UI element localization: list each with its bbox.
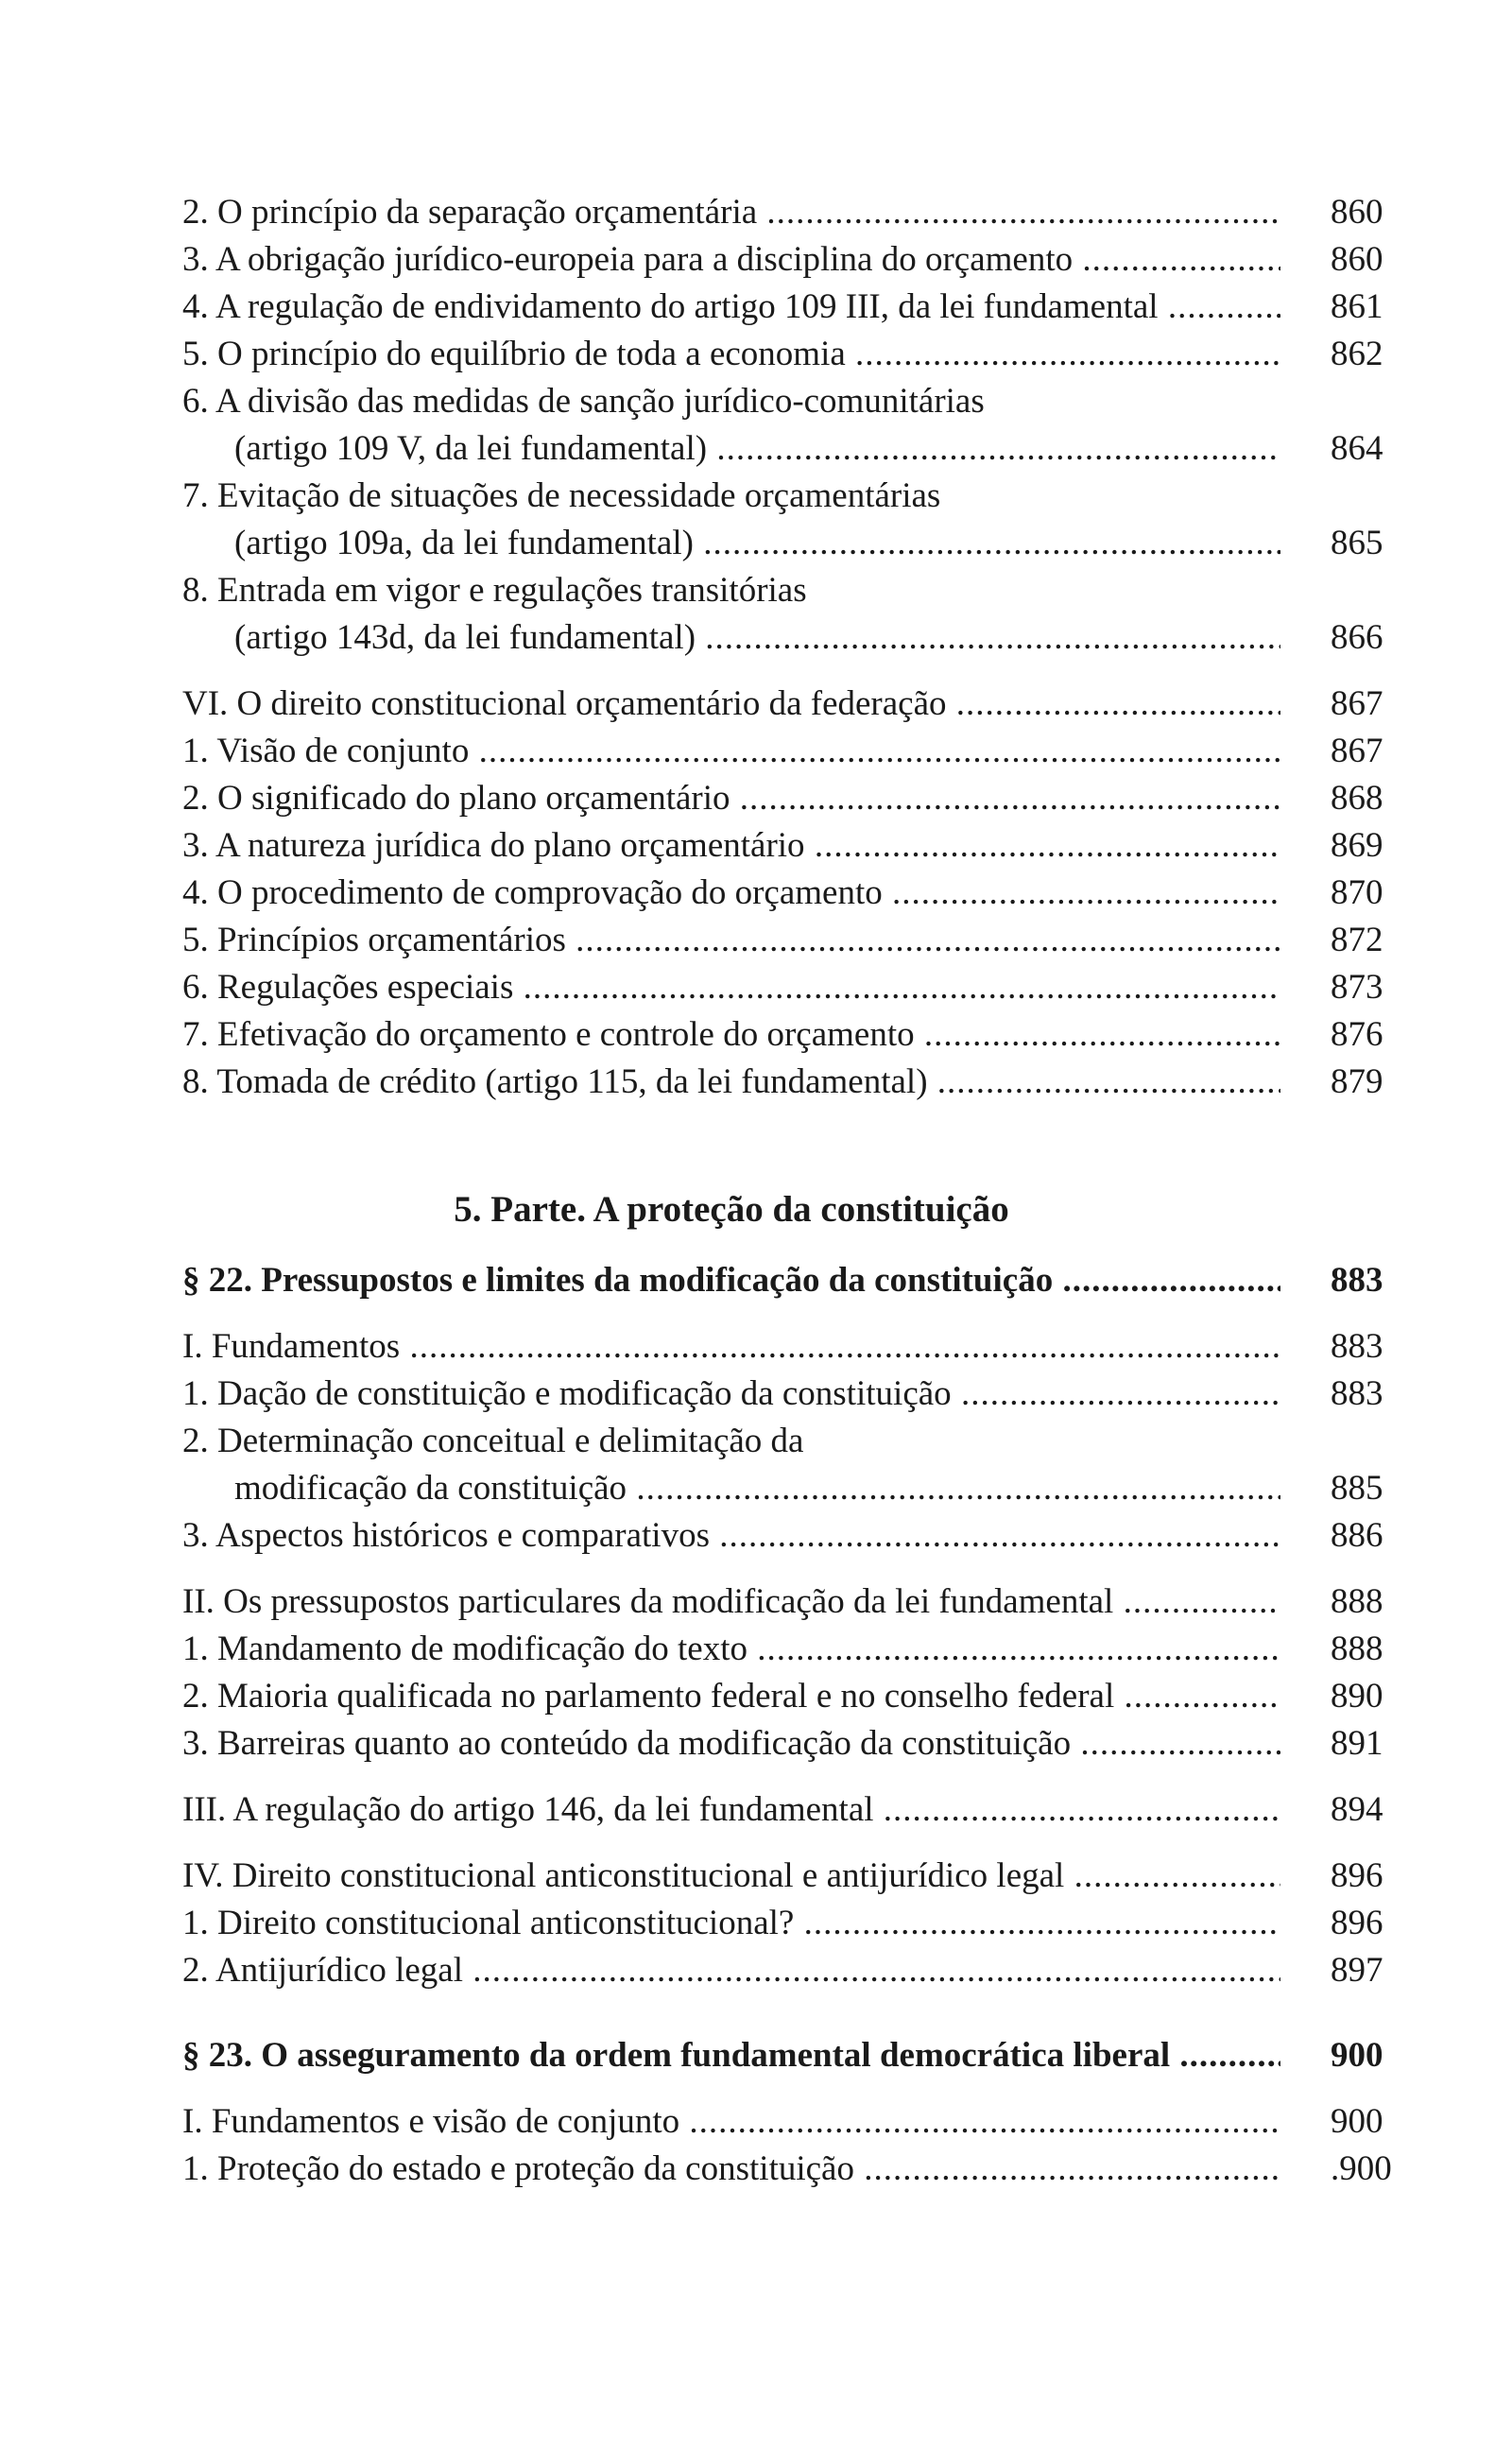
toc-entry-title: IV. Direito constitucional anticonstitucional e antijurídico legal .....	[182, 1853, 1280, 1900]
toc-section-heading	[182, 2032, 1411, 2079]
toc-entry-title: I. Fundamentos e visão de conjunto .....	[182, 2098, 1280, 2146]
toc-entry-title: 1. Visão de conjunto .....	[182, 728, 1280, 775]
toc-entry-title: 5. O princípio do equilíbrio de toda a economia .....	[182, 331, 1280, 378]
toc-entry	[182, 2146, 1411, 2193]
toc-page-number: 872	[1331, 921, 1383, 959]
toc-entry-title: § 22. Pressupostos e limites da modificação da constituição .....	[182, 1257, 1280, 1304]
toc-entry	[182, 236, 1411, 284]
toc-entry	[182, 520, 1411, 567]
table-of-contents	[182, 189, 1411, 2193]
toc-entry-title: VI. O direito constitucional orçamentário da federação .....	[182, 681, 1280, 728]
toc-entry	[182, 1323, 1411, 1371]
toc-entry	[182, 1947, 1411, 1994]
toc-page-number: 865	[1331, 524, 1383, 562]
toc-entry-title: 2. Determinação conceitual e delimitação da	[182, 1422, 804, 1460]
toc-entry	[182, 1059, 1411, 1106]
toc-entry	[182, 870, 1411, 917]
toc-page-number: 867	[1331, 684, 1383, 723]
spacer	[182, 1994, 1411, 2032]
toc-page-number: 900	[1331, 2102, 1383, 2141]
toc-entry-title: 8. Entrada em vigor e regulações transitórias	[182, 571, 807, 610]
toc-entry-title: (artigo 109 V, da lei fundamental) .....	[234, 425, 1280, 473]
toc-entry-title: 3. Aspectos históricos e comparativos .....	[182, 1512, 1280, 1560]
toc-entry	[182, 822, 1411, 870]
toc-entry-title: 3. Barreiras quanto ao conteúdo da modificação da constituição .....	[182, 1720, 1280, 1768]
toc-page-number: 866	[1331, 618, 1383, 657]
toc-page-number: 888	[1331, 1582, 1383, 1621]
toc-entry-title: 6. A divisão das medidas de sanção jurídico-comunitárias	[182, 382, 985, 421]
toc-entry-title: 6. Regulações especiais .....	[182, 964, 1280, 1011]
toc-entry-title: 2. Maioria qualificada no parlamento federal e no conselho federal .....	[182, 1673, 1280, 1720]
toc-entry	[182, 378, 1411, 425]
toc-page-number: 883	[1331, 1261, 1383, 1300]
toc-entry	[182, 425, 1411, 473]
toc-entry	[182, 1418, 1411, 1465]
toc-entry	[182, 728, 1411, 775]
toc-entry-title: 8. Tomada de crédito (artigo 115, da lei fundamental) .....	[182, 1059, 1280, 1106]
spacer	[182, 2079, 1411, 2098]
toc-entry-title: 7. Evitação de situações de necessidade orçamentárias	[182, 476, 941, 515]
toc-page-number: 868	[1331, 779, 1383, 818]
spacer	[182, 1768, 1411, 1786]
toc-page-number: 860	[1331, 240, 1383, 279]
toc-page-number: 876	[1331, 1015, 1383, 1054]
toc-entry	[182, 775, 1411, 822]
toc-entry-title: 4. A regulação de endividamento do artigo 109 III, da lei fundamental .....	[182, 284, 1280, 331]
toc-page-number: 891	[1331, 1724, 1383, 1763]
spacer	[182, 662, 1411, 681]
toc-page-number: 894	[1331, 1790, 1383, 1829]
toc-entry	[182, 1578, 1411, 1626]
toc-entry	[182, 964, 1411, 1011]
toc-page-number: 885	[1331, 1469, 1383, 1508]
spacer	[182, 1106, 1411, 1181]
toc-page-number: 888	[1331, 1630, 1383, 1668]
toc-entry	[182, 473, 1411, 520]
toc-entry	[182, 1512, 1411, 1560]
toc-entry	[182, 189, 1411, 236]
toc-entry-title: II. Os pressupostos particulares da modificação da lei fundamental .....	[182, 1578, 1280, 1626]
toc-entry-title: (artigo 143d, da lei fundamental) .....	[234, 614, 1280, 662]
toc-page-number: 883	[1331, 1327, 1383, 1366]
toc-page-number: 900	[1331, 2036, 1383, 2075]
toc-page-number: 886	[1331, 1516, 1383, 1555]
toc-entry	[182, 567, 1411, 614]
toc-page-number: 867	[1331, 732, 1383, 770]
toc-entry-title: 2. O princípio da separação orçamentária .....	[182, 189, 1280, 236]
spacer	[182, 1238, 1411, 1257]
toc-entry-title: § 23. O asseguramento da ordem fundamental democrática liberal .....	[182, 2032, 1280, 2079]
toc-entry	[182, 1371, 1411, 1418]
toc-page-number: 869	[1331, 826, 1383, 865]
toc-entry	[182, 1465, 1411, 1512]
toc-entry-title: modificação da constituição .....	[234, 1465, 1280, 1512]
toc-page-number: 897	[1331, 1951, 1383, 1990]
toc-entry	[182, 2098, 1411, 2146]
toc-page-number: 873	[1331, 968, 1383, 1007]
toc-entry	[182, 1900, 1411, 1947]
toc-page-number: 896	[1331, 1856, 1383, 1895]
toc-entry	[182, 681, 1411, 728]
toc-page-number: 883	[1331, 1374, 1383, 1413]
toc-entry	[182, 1673, 1411, 1720]
toc-page-number: 879	[1331, 1062, 1383, 1101]
toc-page-number: 864	[1331, 429, 1383, 468]
toc-entry-title: 2. Antijurídico legal .....	[182, 1947, 1280, 1994]
toc-entry-title: 1. Mandamento de modificação do texto .....	[182, 1626, 1280, 1673]
toc-entry-title: III. A regulação do artigo 146, da lei fundamental .....	[182, 1786, 1280, 1834]
toc-entry-title: (artigo 109a, da lei fundamental) .....	[234, 520, 1280, 567]
toc-entry-title: 3. A natureza jurídica do plano orçamentário .....	[182, 822, 1280, 870]
toc-entry-title: 5. Princípios orçamentários .....	[182, 917, 1280, 964]
toc-entry-title: 1. Direito constitucional anticonstitucional? .....	[182, 1900, 1280, 1947]
toc-entry	[182, 1720, 1411, 1768]
toc-page-number: 861	[1331, 287, 1383, 326]
toc-entry	[182, 1853, 1411, 1900]
toc-page-number: 862	[1331, 335, 1383, 373]
toc-entry-title: 1. Proteção do estado e proteção da constituição .....	[182, 2146, 1280, 2193]
toc-page-number: 860	[1331, 193, 1383, 232]
toc-page-number: 890	[1331, 1677, 1383, 1716]
toc-entry	[182, 331, 1411, 378]
toc-entry-title: I. Fundamentos .....	[182, 1323, 1280, 1371]
toc-entry-title: 7. Efetivação do orçamento e controle do orçamento .....	[182, 1011, 1280, 1059]
toc-page-number: .900	[1331, 2149, 1392, 2188]
toc-entry	[182, 1626, 1411, 1673]
part-heading: 5. Parte. A proteção da constituição	[454, 1189, 1009, 1230]
toc-page-number: 870	[1331, 873, 1383, 912]
toc-entry	[182, 1011, 1411, 1059]
toc-entry-title: 3. A obrigação jurídico-europeia para a disciplina do orçamento .....	[182, 236, 1280, 284]
toc-page-number: 896	[1331, 1904, 1383, 1942]
spacer	[182, 1560, 1411, 1578]
toc-entry-title: 1. Dação de constituição e modificação da constituição .....	[182, 1371, 1280, 1418]
toc-entry	[182, 284, 1411, 331]
toc-entry-title: 2. O significado do plano orçamentário .....	[182, 775, 1280, 822]
toc-entry-title: 4. O procedimento de comprovação do orçamento .....	[182, 870, 1280, 917]
toc-entry	[182, 1786, 1411, 1834]
spacer	[182, 1304, 1411, 1323]
spacer	[182, 1834, 1411, 1853]
toc-entry	[182, 917, 1411, 964]
toc-section-heading	[182, 1257, 1411, 1304]
toc-entry	[182, 614, 1411, 662]
